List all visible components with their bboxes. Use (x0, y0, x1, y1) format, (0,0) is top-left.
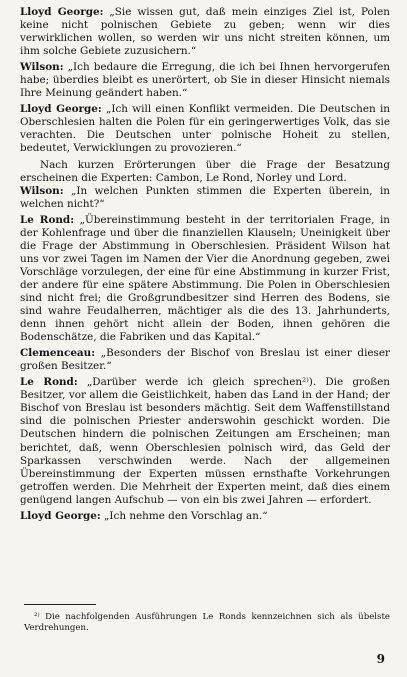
speech-text: „Übereinstimmung besteht in der territorialen Frage, in der Kohlenfrage und über die finanziellen Klauseln; Uneinigkeit über die Frage der Abstimmung in Oberschlesien. Präsident Wilson hat uns vor zwei Tagen im Namen der Vier die Anordnung gegeben, zwei Vorschläge vorzulegen, der eine für eine Abstimmung in kurzer Frist, der andere für eine spätere Abstimmung. Die Polen in Oberschlesien sind nicht frei; die Großgrundbesitzer sind Herren des Bodens, sie sind wahre Feudalherren, mächtiger als die des 13. Jahrhunderts, denn ihnen gehört nicht allein der Boden, ihnen gehören die Bodenschätze, die Fabriken und das Kapital.“ (20, 213, 390, 344)
narrative-paragraph (20, 159, 390, 185)
speech-text: „Sie wissen gut, daß mein einziges Ziel ist, Polen keine nicht polnischen Gebiete zu geben; wenn wir dies verwirklichen wollen, so werden wir uns nicht streiten können, um ihm solche Gebiete zuzusichern.“ (20, 6, 390, 58)
speaker-name: Lloyd George: (20, 103, 102, 116)
speaker-name: Clemenceau: (20, 347, 96, 360)
footnote: ²⁾ Die nachfolgenden Ausführungen Le Ronds kennzeichnen sich als übelste Verdrehungen. (24, 612, 390, 633)
speech-paragraph (20, 185, 390, 211)
page-number: 9 (376, 652, 385, 666)
speech-paragraph (20, 510, 390, 523)
speaker-name: Le Rond: (20, 376, 78, 389)
speech-text: „Besonders der Bischof von Breslau ist einer dieser großen Besitzer.“ (20, 347, 390, 373)
speech-paragraph (20, 103, 390, 155)
speech-text: „Ich bedaure die Erregung, die ich bei Ihnen hervorgerufen habe; überdies bleibt es unerörtert, ob Sie in dieser Hinsicht niemals Ihre Meinung geändert haben.“ (20, 61, 390, 100)
speech-text: „In welchen Punkten stimmen die Experten überein, in welchen nicht?“ (20, 184, 390, 210)
speaker-name: Wilson: (20, 61, 64, 74)
page-body (20, 6, 390, 523)
speaker-name: Le Rond: (20, 213, 75, 226)
speech-text: „Ich will einen Konflikt vermeiden. Die Deutschen in Oberschlesien halten die Polen für ein geringerwertiges Volk, das sie verachten. Die Deutschen unter polnische Hoheit zu stellen, bedeutet, Verwicklungen zu provozieren.“ (20, 103, 390, 155)
speech-paragraph (20, 376, 390, 506)
narrative-text: Nach kurzen Erörterungen über die Frage der Besatzung erscheinen die Experten: Cambon, Le Rond, Norley und Lord. (20, 158, 390, 184)
speech-paragraph (20, 214, 390, 344)
speech-paragraph (20, 347, 390, 373)
speaker-name: Lloyd George: (20, 509, 101, 522)
speaker-name: Lloyd George: (20, 6, 104, 18)
footnote-rule (24, 604, 96, 605)
speaker-name: Wilson: (20, 184, 64, 197)
speech-text: „Ich nehme den Vorschlag an.“ (100, 509, 268, 522)
speech-paragraph (20, 6, 390, 58)
speech-text: „Darüber werde ich gleich sprechen²⁾). Die großen Besitzer, vor allem die Geistlichkeit, haben das Land in der Hand; der Bischof von Breslau ist besonders mächtig. Seit dem Waffenstillstand sind die polnischen Priester anderswohin geschickt worden. Die Deutschen hindern die polnischen Zeitungen am Erscheinen; man berichtet, daß, wenn Oberschlesien polnisch wird, das Geld der Sparkassen verschwinden werde. Nach der allgemeinen Übereinstimmung der Experten müssen ernsthafte Vorkehrungen getroffen werden. Die Mehrheit der Experten meint, daß dies einem genügend langen Aufschub — von ein bis zwei Jahren — erfordert. (20, 376, 390, 506)
speech-paragraph (20, 61, 390, 100)
